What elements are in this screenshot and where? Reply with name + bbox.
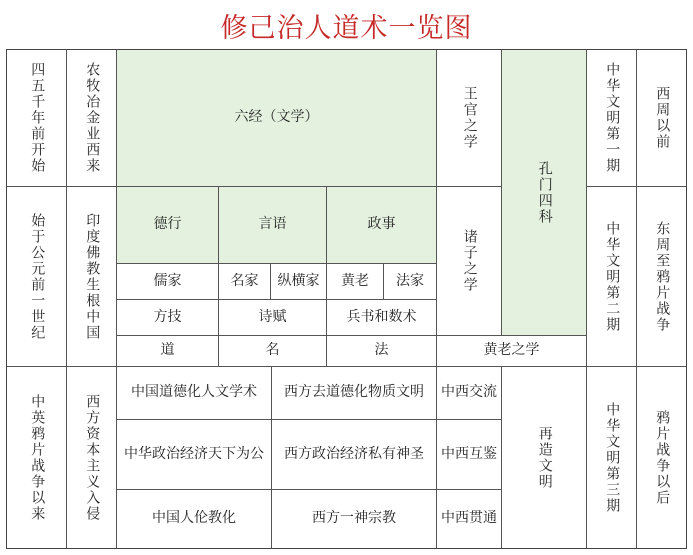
west-religion-cell: 西方一神宗教 [272, 490, 437, 548]
yanyu-cell: 言语 [219, 187, 327, 264]
cn-moral-cell: 中国道德化人文学术 [117, 367, 272, 420]
period-3-cell: 中华文明第三期 [587, 367, 637, 548]
capitalism-cell: 西方资本主义入侵 [67, 367, 117, 548]
dexing-cell: 德行 [117, 187, 219, 264]
page-title: 修己治人道术一览图 [220, 13, 473, 44]
bingshu-cell: 兵书和数术 [327, 300, 437, 336]
dao-cell: 道 [117, 336, 219, 367]
west-material-cell: 西方去道德化物质文明 [272, 367, 437, 420]
shifu-cell: 诗赋 [219, 300, 327, 336]
fangji-cell: 方技 [117, 300, 219, 336]
liujing-cell: 六经（文学） [117, 50, 437, 187]
west-politics-cell: 西方政治经济私有神圣 [272, 420, 437, 490]
zonghengjia-cell: 纵横家 [271, 264, 327, 300]
guantong-cell: 中西贯通 [437, 490, 502, 548]
origin-cell: 农牧冶金业西来 [67, 50, 117, 187]
jiaoliu-cell: 中西交流 [437, 367, 502, 420]
time-3-cell: 鸦片战争以后 [654, 409, 671, 506]
diagram-table [6, 49, 687, 549]
huanglao-cell: 黄老 [327, 264, 384, 300]
mingjia-cell: 名家 [219, 264, 271, 300]
wangguan-cell: 王官之学 [437, 50, 502, 187]
period-1-cell: 中华文明第一期 [587, 50, 637, 187]
ming-cell: 名 [219, 336, 327, 367]
zaizao-cell: 再造文明 [502, 367, 587, 548]
era-2-cell: 始于公元前一世纪 [7, 187, 67, 367]
cn-politics-cell: 中华政治经济天下为公 [117, 420, 272, 490]
huanglaozhixue-cell: 黄老之学 [437, 336, 587, 367]
period-2-cell: 中华文明第二期 [587, 187, 637, 367]
era-start-cell: 四五千年前开始 [7, 50, 67, 187]
zhengshi-cell: 政事 [327, 187, 437, 264]
era-3-cell: 中英鸦片战争以来 [7, 367, 67, 548]
hujian-cell: 中西互鉴 [437, 420, 502, 490]
time-1-cell: 西周以前 [637, 50, 686, 187]
cn-ethics-cell: 中国人伦教化 [117, 490, 272, 548]
fajia-cell: 法家 [384, 264, 437, 300]
rujia-cell: 儒家 [117, 264, 219, 300]
zhuzi-cell: 诸子之学 [437, 187, 502, 336]
time-2-cell: 东周至鸦片战争 [637, 187, 686, 367]
fa-cell: 法 [327, 336, 437, 367]
buddhism-cell: 印度佛教生根中国 [67, 187, 117, 367]
kongmen-cell: 孔门四科 [502, 50, 587, 336]
